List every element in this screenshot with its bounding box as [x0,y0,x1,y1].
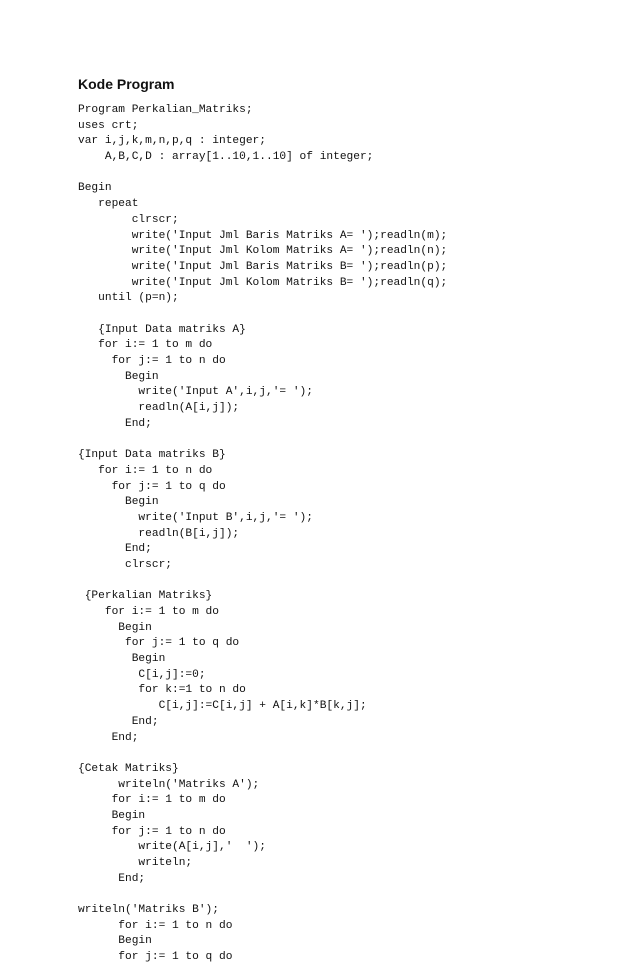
code-line: End; [78,417,152,430]
code-line: Begin [78,809,146,822]
code-line: {Perkalian Matriks} [78,590,213,603]
code-line: for j:= 1 to q do [78,951,233,964]
code-line: write('Input A',i,j,'= '); [78,386,313,399]
code-line [78,307,447,323]
code-line: writeln; [78,857,193,869]
code-line: for j:= 1 to n do [78,825,226,838]
code-line: End; [78,543,152,556]
code-line: Begin [78,653,166,666]
code-line: Begin [78,935,152,948]
code-block [78,103,447,966]
code-line [78,887,447,903]
code-line: readln(A[i,j]); [78,402,240,415]
code-line: for i:= 1 to m do [78,794,226,807]
code-line: Begin [78,182,112,195]
code-line [78,432,447,448]
code-line: for j:= 1 to q do [78,637,240,650]
code-line: writeln('Matriks B'); [78,904,219,917]
code-line: Begin [78,370,159,383]
code-line: End; [78,715,159,728]
code-line: for i:= 1 to n do [78,919,233,932]
code-line: var i,j,k,m,n,p,q : integer; [78,135,266,148]
code-line: Begin [78,621,152,634]
section-heading: Kode Program [78,76,175,92]
code-line: write(A[i,j],' '); [78,841,266,854]
code-line: clrscr; [78,558,172,571]
code-line: End; [78,731,139,744]
code-line [78,574,447,590]
code-line: A,B,C,D : array[1..10,1..10] of integer; [78,151,374,164]
code-line: for i:= 1 to m do [78,339,213,352]
code-line [78,746,447,762]
code-line: for i:= 1 to m do [78,606,219,618]
code-line: write('Input Jml Kolom Matriks A= ');readln(n); [78,245,448,258]
code-line: {Input Data matriks A} [78,323,246,336]
code-line: for j:= 1 to q do [78,480,226,493]
code-line: Program Perkalian_Matriks; [78,104,253,116]
code-line: repeat [78,198,139,211]
code-line: End; [78,872,146,885]
code-line: for i:= 1 to n do [78,464,213,477]
code-line [78,166,447,182]
code-line: {Input Data matriks B} [78,449,226,462]
code-line: C[i,j]:=C[i,j] + A[i,k]*B[k,j]; [78,700,367,713]
code-line: for k:=1 to n do [78,684,246,697]
code-line: write('Input Jml Baris Matriks B= ');readln(p); [78,260,448,273]
code-line: write('Input B',i,j,'= '); [78,511,313,524]
code-line: writeln('Matriks A'); [78,778,260,791]
code-line: for j:= 1 to n do [78,355,226,367]
code-line: write('Input Jml Baris Matriks A= ');readln(m); [78,229,448,242]
code-line: readln(B[i,j]); [78,527,240,540]
code-line: {Cetak Matriks} [78,762,179,775]
code-line: until (p=n); [78,292,179,305]
code-line: uses crt; [78,119,139,132]
code-line: C[i,j]:=0; [78,668,206,681]
code-line: clrscr; [78,213,179,226]
code-line: write('Input Jml Kolom Matriks B= ');readln(q); [78,276,448,289]
code-line: Begin [78,496,159,509]
